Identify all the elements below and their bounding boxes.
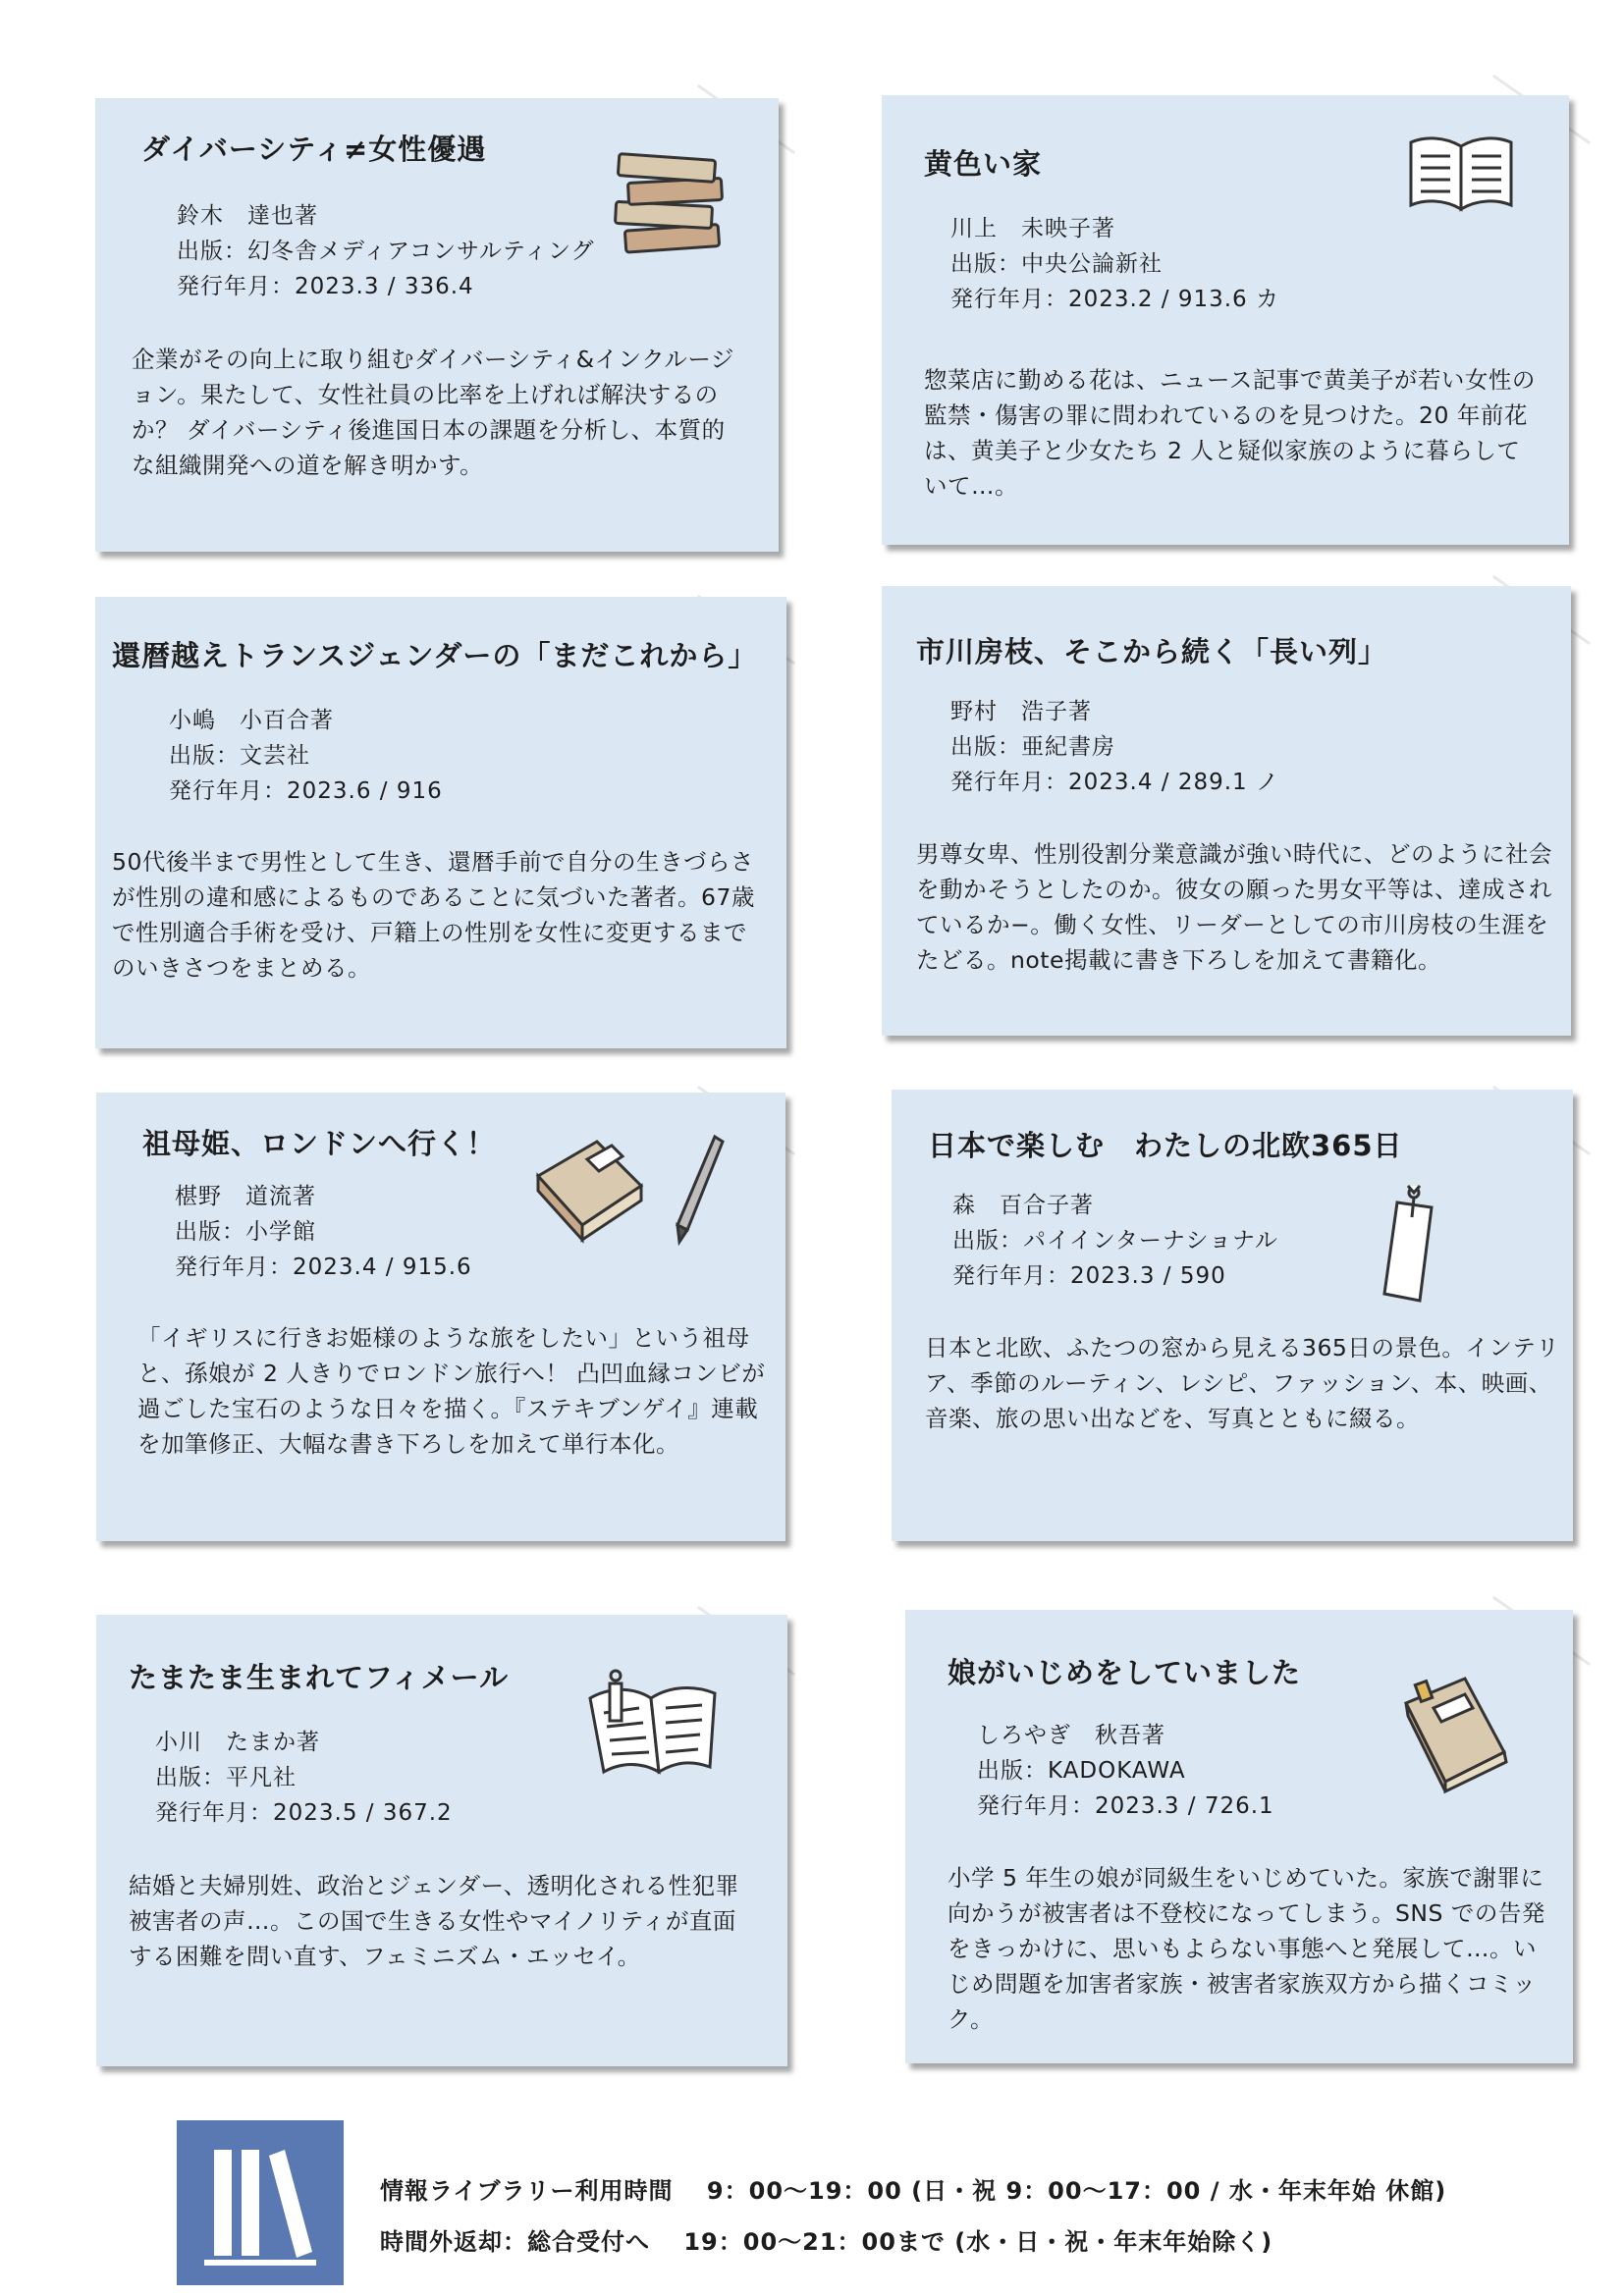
book-meta xyxy=(950,694,1279,800)
book-title: 市川房枝、そこから続く「長い列」 xyxy=(916,635,1388,668)
book-issued: 発行年月：2023.3 / 590 xyxy=(952,1263,1226,1289)
book-card xyxy=(882,95,1569,545)
book-publisher: 出版：文芸社 xyxy=(169,743,310,769)
book-meta xyxy=(952,1188,1278,1294)
after-hours-return: 時間外返却：総合受付へ 19：00～21：00まで (水・日・祝・年末年始除く) xyxy=(380,2228,1273,2256)
book-title: 日本で楽しむ わたしの北欧365日 xyxy=(928,1129,1403,1162)
book-publisher: 出版：小学館 xyxy=(175,1219,316,1245)
book-title: 祖母姫、ロンドンへ行く！ xyxy=(142,1127,497,1160)
book-author: 森 百合子著 xyxy=(952,1193,1094,1218)
book-author: 野村 浩子著 xyxy=(950,699,1092,724)
book-card xyxy=(905,1610,1573,2063)
book-title: 還暦越えトランスジェンダーの「まだこれから」 xyxy=(112,639,758,672)
book-issued: 発行年月：2023.4 / 915.6 xyxy=(175,1255,472,1280)
book-issued: 発行年月：2023.3 / 726.1 xyxy=(977,1793,1274,1819)
book-description: 「イギリスに行きお姫様のような旅をしたい」という祖母と、孫娘が 2 人きりでロンドン旅行へ！ 凸凹血縁コンビが過ごした宝石のような日々を描く。『ステキブンゲイ』連載を加筆修正、大幅な書き下ろしを加えて単行本化。 xyxy=(137,1324,766,1458)
book-description: 惣菜店に勤める花は、ニュース記事で黄美子が若い女性の監禁・傷害の罪に問われているのを見つけた。20 年前花は、黄美子と少女たち 2 人と疑似家族のように暮らしていて…。 xyxy=(924,366,1536,500)
book-description: 50代後半まで男性として生き、還暦手前で自分の生きづらさが性別の違和感によるものであることに気づいた著者。67歳で性別適合手術を受け、戸籍上の性別を女性に変更するまでのいきさつをまとめる。 xyxy=(112,848,755,982)
open-book-icon xyxy=(1405,129,1518,217)
book-publisher: 出版：KADOKAWA xyxy=(977,1758,1186,1784)
book-issued: 発行年月：2023.3 / 336.4 xyxy=(177,274,474,299)
book-meta xyxy=(155,1725,453,1831)
book-issued: 発行年月：2023.4 / 289.1 ノ xyxy=(950,770,1280,795)
book-issued: 発行年月：2023.5 / 367.2 xyxy=(155,1800,453,1826)
book-card xyxy=(95,98,779,552)
book-description: 男尊女卑、性別役割分業意識が強い時代に、どのように社会を動かそうとしたのか。彼女の願った男女平等は、達成されているか−。働く女性、リーダーとしての市川房枝の生涯をたどる。note掲載に書き下ろしを加えて書籍化。 xyxy=(916,840,1552,974)
book-issued: 発行年月：2023.2 / 913.6 カ xyxy=(950,287,1280,312)
book-card xyxy=(882,586,1571,1036)
book-author: 小嶋 小百合著 xyxy=(169,708,334,733)
bookmark-icon xyxy=(1373,1178,1441,1306)
open-book-bookmark-icon xyxy=(582,1664,725,1782)
book-publisher: 出版：幻冬舎メディアコンサルティング xyxy=(177,239,595,264)
book-card xyxy=(96,1093,785,1541)
book-publisher: 出版：パイインターナショナル xyxy=(952,1228,1278,1254)
book-card xyxy=(892,1090,1573,1541)
book-meta xyxy=(977,1718,1274,1824)
book-author: 鈴木 達也著 xyxy=(177,203,318,229)
book-description: 結婚と夫婦別姓、政治とジェンダー、透明化される性犯罪被害者の声…。この国で生きる女性やマイノリティが直面する困難を問い直す、フェミニズム・エッセイ。 xyxy=(129,1872,739,1970)
book-publisher: 出版：亜紀書房 xyxy=(950,734,1115,760)
book-author: 小川 たまか著 xyxy=(155,1730,320,1755)
book-issued: 発行年月：2023.6 / 916 xyxy=(169,778,443,804)
book-publisher: 出版：平凡社 xyxy=(155,1765,297,1790)
book-author: しろやぎ 秋吾著 xyxy=(977,1723,1165,1748)
stacked-books-icon xyxy=(611,147,733,255)
book-and-pencil-icon xyxy=(528,1132,725,1259)
book-meta xyxy=(950,211,1279,317)
book-publisher: 出版：中央公論新社 xyxy=(950,251,1163,277)
library-books-icon xyxy=(177,2120,344,2285)
book-author: 川上 未映子著 xyxy=(950,216,1115,241)
book-meta xyxy=(177,198,595,304)
book-meta xyxy=(169,703,443,809)
book-card xyxy=(96,1615,787,2066)
opening-hours: 情報ライブラリー利用時間 9：00～19：00 (日・祝 9：00～17：00 / 水・年末年始 休館) xyxy=(380,2177,1447,2205)
book-title: 黄色い家 xyxy=(924,147,1043,181)
book-author: 椹野 道流著 xyxy=(175,1184,316,1209)
book-title: ダイバーシティ≠女性優遇 xyxy=(141,133,487,166)
book-title: たまたま生まれてフィメール xyxy=(129,1661,510,1694)
book-description: 企業がその向上に取り組むダイバーシティ&インクルージョン。果たして、女性社員の比率を上げれば解決するのか？ ダイバーシティ後進国日本の課題を分析し、本質的な組織開発への道を解き明かす。 xyxy=(132,346,734,479)
book-card xyxy=(95,597,786,1048)
book-title: 娘がいじめをしていました xyxy=(947,1656,1302,1689)
closed-book-icon xyxy=(1396,1669,1519,1796)
book-description: 小学 5 年生の娘が同級生をいじめていた。家族で謝罪に向かうが被害者は不登校になってしまう。SNS での告発をきっかけに、思いもよらない事態へと発展して…。いじめ問題を加害者家族・被害者家族双方から描くコミック。 xyxy=(947,1864,1545,2033)
book-description: 日本と北欧、ふたつの窓から見える365日の景色。インテリア、季節のルーティン、レシピ、ファッション、本、映画、音楽、旅の思い出などを、写真とともに綴る。 xyxy=(925,1334,1560,1432)
book-meta xyxy=(175,1179,472,1285)
